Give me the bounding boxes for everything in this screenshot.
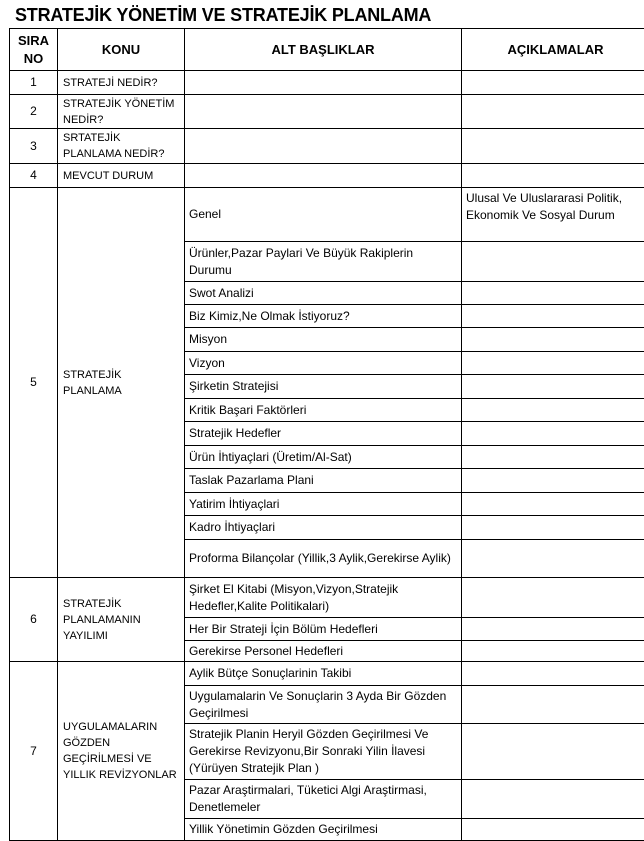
sub-cell: Şirketin Stratejisi xyxy=(185,375,462,399)
aciklama-cell xyxy=(462,399,644,422)
sub-cell xyxy=(185,164,462,188)
row-number: 2 xyxy=(10,95,58,129)
sub-cell: Her Bir Strateji İçin Bölüm Hedefleri xyxy=(185,618,462,641)
row-number: 7 xyxy=(10,662,58,841)
sub-cell: Proforma Bilançolar (Yillik,3 Aylik,Gerekirse Aylik) xyxy=(185,540,462,578)
sub-cell: Pazar Araştirmalari, Tüketici Algi Araştirmasi, Denetlemeler xyxy=(185,780,462,819)
konu-cell: STRATEJİK PLANLAMANIN YAYILIMI xyxy=(58,578,185,662)
aciklama-cell xyxy=(462,71,644,95)
aciklama-cell xyxy=(462,328,644,352)
row-number: 4 xyxy=(10,164,58,188)
aciklama-cell xyxy=(462,641,644,662)
table-row xyxy=(10,71,644,95)
header-konu: KONU xyxy=(58,29,185,71)
table-row xyxy=(10,188,644,242)
sub-cell: Kritik Başari Faktörleri xyxy=(185,399,462,422)
aciklama-cell xyxy=(462,129,644,164)
sub-cell: Stratejik Hedefler xyxy=(185,422,462,446)
konu-cell: MEVCUT DURUM xyxy=(58,164,185,188)
sub-cell: Uygulamalarin Ve Sonuçlarin 3 Ayda Bir Gözden Geçirilmesi xyxy=(185,686,462,724)
sub-cell: Gerekirse Personel Hedefleri xyxy=(185,641,462,662)
planning-table xyxy=(9,28,644,841)
sub-cell: Şirket El Kitabi (Misyon,Vizyon,Stratejik Hedefler,Kalite Politikalari) xyxy=(185,578,462,618)
header-sira-no: SIRA NO xyxy=(10,29,58,71)
aciklama-cell xyxy=(462,305,644,328)
header-aciklamalar: AÇIKLAMALAR xyxy=(462,29,644,71)
aciklama-cell xyxy=(462,516,644,540)
sub-cell: Swot Analizi xyxy=(185,282,462,305)
row-number: 5 xyxy=(10,188,58,578)
aciklama-cell xyxy=(462,540,644,578)
aciklama-cell xyxy=(462,780,644,819)
aciklama-cell: Ulusal Ve Uluslararasi Politik, Ekonomik Ve Sosyal Durum xyxy=(462,188,644,242)
aciklama-cell xyxy=(462,493,644,516)
aciklama-cell xyxy=(462,618,644,641)
sub-cell xyxy=(185,129,462,164)
sub-cell: Stratejik Planin Heryil Gözden Geçirilmesi Ve Gerekirse Revizyonu,Bir Sonraki Yilin İlavesi (Yürüyen Stratejik Plan ) xyxy=(185,724,462,780)
aciklama-cell xyxy=(462,662,644,686)
sub-cell: Aylik Bütçe Sonuçlarinin Takibi xyxy=(185,662,462,686)
sub-cell: Yatirim İhtiyaçlari xyxy=(185,493,462,516)
aciklama-cell xyxy=(462,95,644,129)
sub-cell: Ürünler,Pazar Paylari Ve Büyük Rakiplerin Durumu xyxy=(185,242,462,282)
aciklama-cell xyxy=(462,819,644,841)
konu-cell: STRATEJİK PLANLAMA xyxy=(58,188,185,578)
table-header-row xyxy=(10,29,644,71)
aciklama-cell xyxy=(462,686,644,724)
konu-cell: STRATEJİK YÖNETİM NEDİR? xyxy=(58,95,185,129)
row-number: 1 xyxy=(10,71,58,95)
sub-cell: Kadro İhtiyaçlari xyxy=(185,516,462,540)
konu-cell: SRTATEJİK PLANLAMA NEDİR? xyxy=(58,129,185,164)
sub-cell xyxy=(185,71,462,95)
page-title: STRATEJİK YÖNETİM VE STRATEJİK PLANLAMA xyxy=(15,5,431,26)
header-alt-basliklar: ALT BAŞLIKLAR xyxy=(185,29,462,71)
aciklama-cell xyxy=(462,578,644,618)
sub-cell: Misyon xyxy=(185,328,462,352)
aciklama-cell xyxy=(462,469,644,493)
row-number: 6 xyxy=(10,578,58,662)
sub-cell: Vizyon xyxy=(185,352,462,375)
table-row xyxy=(10,164,644,188)
table-row xyxy=(10,95,644,129)
sub-cell: Ürün İhtiyaçlari (Üretim/Al-Sat) xyxy=(185,446,462,469)
aciklama-cell xyxy=(462,422,644,446)
sub-cell: Yillik Yönetimin Gözden Geçirilmesi xyxy=(185,819,462,841)
sub-cell xyxy=(185,95,462,129)
aciklama-cell xyxy=(462,446,644,469)
sub-cell: Biz Kimiz,Ne Olmak İstiyoruz? xyxy=(185,305,462,328)
aciklama-cell xyxy=(462,352,644,375)
table-row xyxy=(10,129,644,164)
konu-cell: UYGULAMALARIN GÖZDEN GEÇİRİLMESİ VE YILLIK REVİZYONLAR xyxy=(58,662,185,841)
table-row xyxy=(10,578,644,618)
aciklama-cell xyxy=(462,375,644,399)
konu-cell: STRATEJİ NEDİR? xyxy=(58,71,185,95)
sub-cell: Taslak Pazarlama Plani xyxy=(185,469,462,493)
aciklama-cell xyxy=(462,164,644,188)
aciklama-cell xyxy=(462,242,644,282)
row-number: 3 xyxy=(10,129,58,164)
aciklama-cell xyxy=(462,724,644,780)
table-row xyxy=(10,662,644,686)
sub-cell: Genel xyxy=(185,188,462,242)
aciklama-cell xyxy=(462,282,644,305)
